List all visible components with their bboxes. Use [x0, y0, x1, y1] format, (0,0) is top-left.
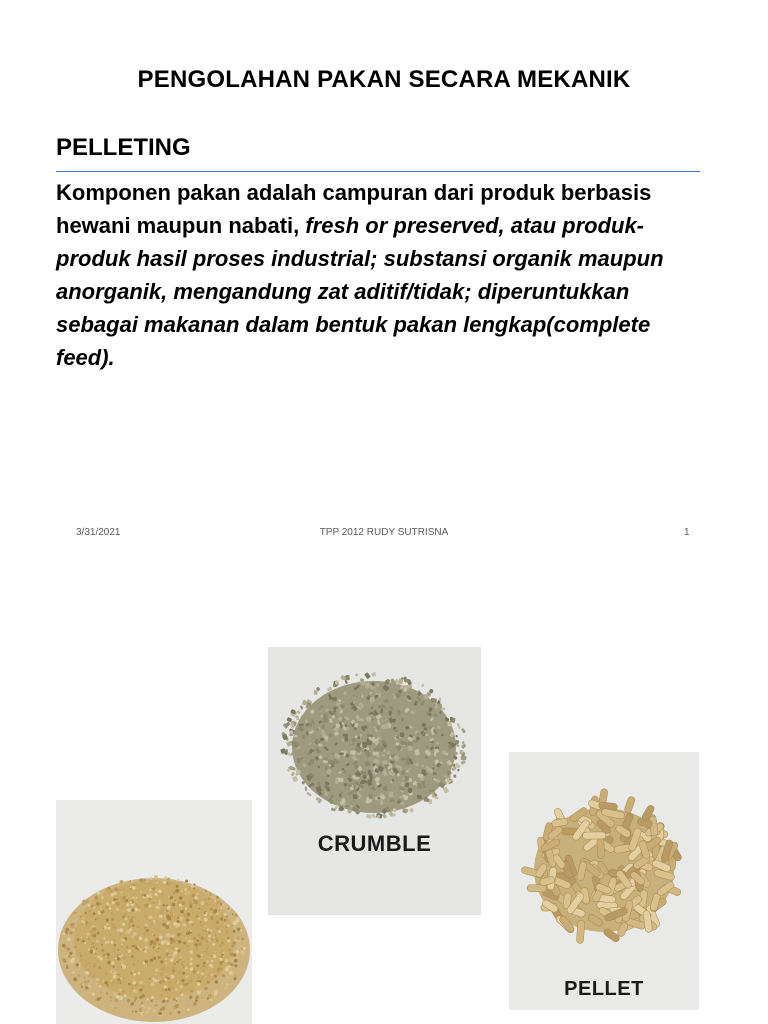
crumble-label: CRUMBLE [317, 831, 432, 856]
mash-feed-photo [56, 800, 252, 1024]
pellet-label: PELLET [564, 978, 644, 1000]
mash-feed-pile [56, 800, 252, 1024]
footer-date: 3/31/2021 [76, 527, 121, 538]
body-text-italic: fresh or preserved, atau produk-produk hasil proses industrial; substansi organik maupun anorganik, mengandung zat aditif/tidak; diperuntukkan sebagai makanan dalam bentuk pakan lengkap(complete feed). [56, 213, 664, 370]
pellet-feed-pile [509, 752, 699, 1010]
body-text-regular: Komponen pakan adalah campuran dari produk berbasis hewani maupun nabati, [56, 180, 652, 238]
title-divider [56, 171, 700, 172]
slide-subtitle: PELLETING [56, 134, 191, 161]
footer-page-number: 1 [684, 527, 690, 538]
pellet-feed-photo [509, 752, 699, 1010]
crumble-feed-photo [268, 647, 481, 915]
crumble-feed-pile [268, 647, 481, 915]
slide-title: PENGOLAHAN PAKAN SECARA MEKANIK [137, 66, 631, 93]
footer-author: TPP 2012 RUDY SUTRISNA [319, 527, 449, 538]
slide-body [56, 176, 706, 374]
